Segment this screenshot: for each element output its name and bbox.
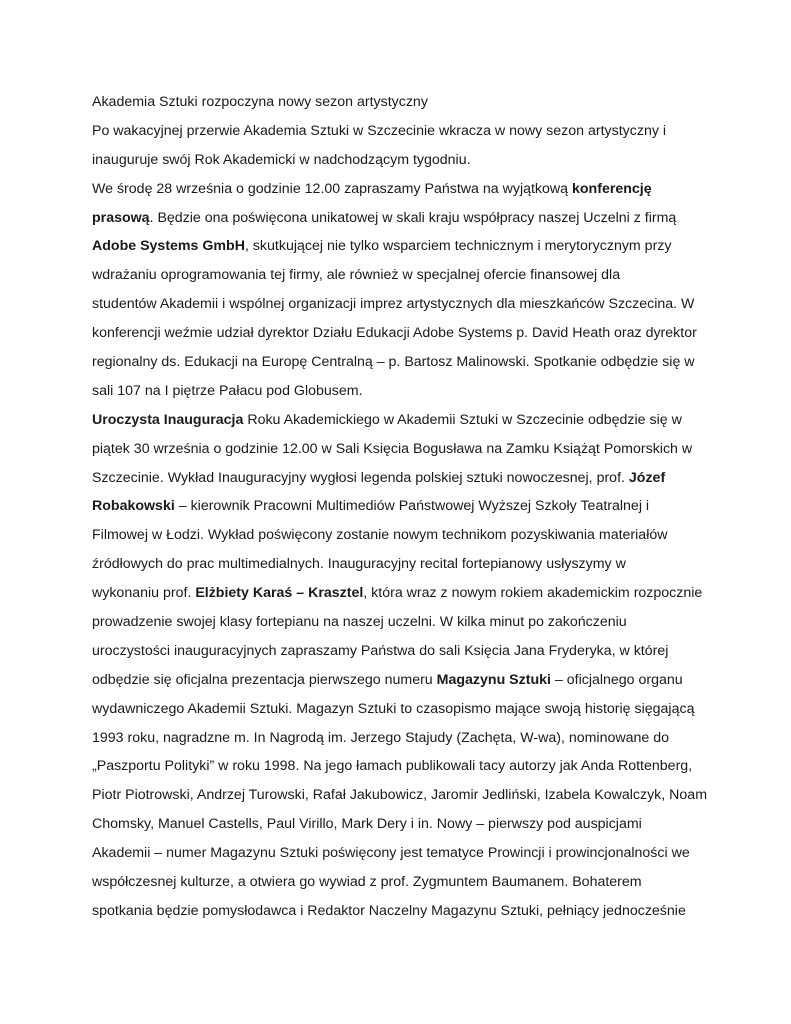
text-segment: współczesnej kulturze, a otwiera go wywiad z prof. Zygmuntem Baumanem. Bohaterem	[92, 874, 642, 891]
text-segment: Akademii – numer Magazynu Sztuki poświęcony jest tematyce Prowincji i prowincjonalności we	[92, 845, 690, 862]
text-line	[92, 724, 712, 753]
text-line	[92, 146, 712, 175]
text-line	[92, 348, 712, 377]
bold-text: Elżbiety Karaś – Krasztel	[195, 585, 364, 602]
text-line	[92, 377, 712, 406]
text-line	[92, 868, 712, 897]
text-line	[92, 897, 712, 926]
text-line	[92, 752, 712, 781]
text-segment: prowadzenie swojej klasy fortepianu na naszej uczelni. W kilka minut po zakończeniu	[92, 614, 627, 631]
text-line	[92, 290, 712, 319]
text-line	[92, 839, 712, 868]
text-line	[92, 695, 712, 724]
text-segment: wykonaniu prof.	[92, 585, 196, 602]
text-line	[92, 435, 712, 464]
bold-text: Józef	[628, 469, 666, 486]
text-segment: studentów Akademii i wspólnej organizacji imprez artystycznych dla mieszkańców Szczecina. W	[92, 296, 695, 313]
bold-text: Adobe Systems GmbH	[92, 238, 245, 255]
text-segment: Akademia Sztuki rozpoczyna nowy sezon artystyczny	[92, 94, 428, 110]
text-segment: „Paszportu Polityki” w roku 1998. Na jego łamach publikowali tacy autorzy jak Anda Rottenberg,	[92, 758, 693, 775]
text-segment: konferencji weźmie udział dyrektor Działu Edukacji Adobe Systems p. David Heath oraz dyrektor	[92, 325, 697, 342]
text-line	[92, 175, 712, 204]
text-segment: . Będzie ona poświęcona unikatowej w skali kraju współpracy naszej Uczelni z firmą	[149, 209, 677, 226]
text-line	[92, 464, 712, 493]
text-line	[92, 117, 712, 146]
text-segment: Po wakacyjnej przerwie Akademia Sztuki w Szczecinie wkracza w nowy sezon artystyczny i	[92, 122, 667, 139]
text-segment: We środę 28 września o godzinie 12.00 zapraszamy Państwa na wyjątkową	[92, 180, 572, 197]
text-line	[92, 204, 712, 233]
text-segment: – oficjalnego organu	[550, 671, 683, 688]
text-line	[92, 810, 712, 839]
text-segment: inauguruje swój Rok Akademicki w nadchodzącym tygodniu.	[92, 151, 471, 168]
text-segment: Chomsky, Manuel Castells, Paul Virillo, Mark Dery i in. Nowy – pierwszy pod auspicjami	[92, 816, 642, 833]
text-segment: wdrażaniu oprogramowania tej firmy, ale również w specjalnej ofercie finansowej dla	[92, 267, 621, 284]
text-line	[92, 521, 712, 550]
text-line	[92, 232, 712, 261]
bold-text: Magazynu Sztuki	[436, 671, 551, 688]
text-segment: spotkania będzie pomysłodawca i Redaktor Naczelny Magazynu Sztuki, pełniący jednocześnie	[92, 902, 686, 919]
text-line	[92, 406, 712, 435]
text-segment: – kierownik Pracowni Multimediów Państwowej Wyższej Szkoły Teatralnej i	[174, 498, 650, 515]
text-segment: Filmowej w Łodzi. Wykład poświęcony zostanie nowym technikom pozyskiwania materiałów	[92, 527, 668, 544]
text-segment: , skutkującej nie tylko wsparciem technicznym i merytorycznym przy	[244, 238, 672, 255]
text-line	[92, 637, 712, 666]
text-segment: uroczystości inauguracyjnych zapraszamy Państwa do sali Księcia Jana Fryderyka, w której	[92, 642, 669, 659]
text-segment: , która wraz z nowym rokiem akademickim rozpocznie	[363, 585, 703, 602]
bold-text: prasową	[92, 209, 150, 226]
text-segment: sali 107 na I piętrze Pałacu pod Globusem.	[92, 382, 363, 399]
text-line	[92, 88, 712, 117]
text-segment: odbędzie się oficjalna prezentacja pierwszego numeru	[92, 671, 437, 688]
text-line	[92, 319, 712, 348]
bold-text: Uroczysta Inauguracja	[92, 411, 244, 428]
bold-text: konferencję	[572, 180, 652, 197]
text-line	[92, 579, 712, 608]
text-segment: wydawniczego Akademii Sztuki. Magazyn Sztuki to czasopismo mające swoją historię sięgającą	[92, 700, 695, 717]
text-line	[92, 492, 712, 521]
document-body	[92, 88, 712, 926]
text-line	[92, 666, 712, 695]
text-segment: 1993 roku, nagradzne m. In Nagrodą im. Jerzego Stajudy (Zachęta, W-wa), nominowane do	[92, 729, 669, 746]
text-segment: Roku Akademickiego w Akademii Sztuki w Szczecinie odbędzie się w	[243, 411, 682, 428]
text-segment: źródłowych do prac multimedialnych. Inauguracyjny recital fortepianowy usłyszymy w	[92, 556, 626, 573]
text-segment: piątek 30 września o godzinie 12.00 w Sali Księcia Bogusława na Zamku Książąt Pomorskich w	[92, 440, 693, 457]
bold-text: Robakowski	[92, 498, 175, 515]
text-line	[92, 781, 712, 810]
text-segment: Piotr Piotrowski, Andrzej Turowski, Rafał Jakubowicz, Jaromir Jedliński, Izabela Kowalczyk, Noam	[92, 787, 708, 804]
text-segment: Szczecinie. Wykład Inauguracyjny wygłosi legenda polskiej sztuki nowoczesnej, prof.	[92, 469, 629, 486]
text-line	[92, 261, 712, 290]
text-line	[92, 550, 712, 579]
text-segment: regionalny ds. Edukacji na Europę Centralną – p. Bartosz Malinowski. Spotkanie odbędzie się w	[92, 354, 695, 371]
text-line	[92, 608, 712, 637]
